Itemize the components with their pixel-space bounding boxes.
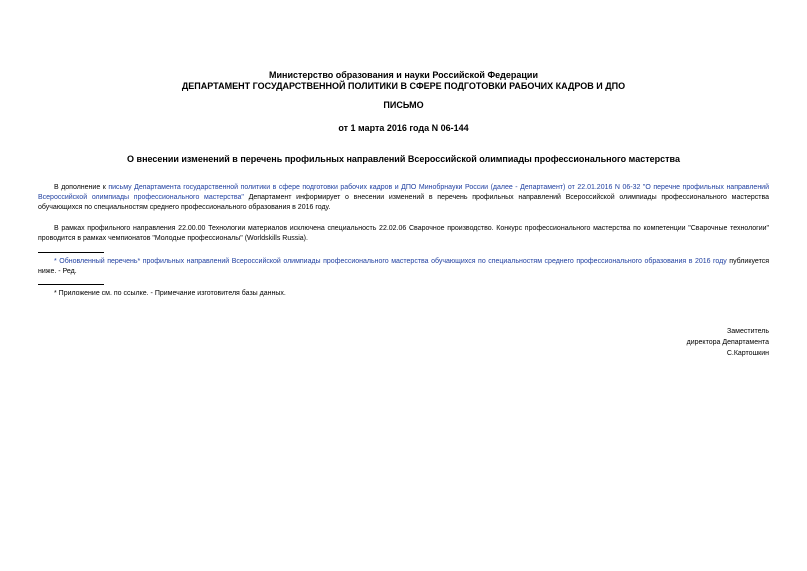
reference-letter-link[interactable]: письму Департамента государственной политики в сфере подготовки рабочих кадров и ДПО Минобрнауки России (далее - Департамент) от 22.01.2016 N 06-32 "О перечне профильных направлений Всероссийской олимпиады профессионального мастерства" — [38, 184, 770, 201]
footnote-2-text: * Приложение см. по ссылке. - Примечание изготовителя базы данных. — [54, 290, 286, 297]
department-name: ДЕПАРТАМЕНТ ГОСУДАРСТВЕННОЙ ПОЛИТИКИ В СФЕРЕ ПОДГОТОВКИ РАБОЧИХ КАДРОВ И ДПО — [181, 81, 626, 91]
document-date-number: от 1 марта 2016 года N 06-144 — [338, 123, 469, 133]
paragraph-2 — [38, 224, 769, 244]
footnote-divider-1 — [38, 252, 104, 253]
document-type: ПИСЬМО — [383, 100, 424, 110]
paragraph-1-prefix: В дополнение к — [54, 184, 109, 191]
paragraph-1 — [38, 183, 769, 213]
footnote-2 — [38, 289, 769, 299]
signature-position: Заместитель — [727, 328, 769, 335]
signature-department: директора Департамента — [686, 339, 769, 346]
paragraph-1-suffix: Департамент информирует о внесении изменений в перечень профильных направлений Всероссийской олимпиады профессионального мастерства обучающихся по специальностям среднего профессионального образования в 2016 году. — [38, 194, 770, 211]
ministry-name: Министерство образования и науки Российской Федерации — [269, 70, 538, 80]
footnote-1-suffix: публикуется ниже. - Ред. — [38, 258, 769, 275]
paragraph-2-text: В рамках профильного направления 22.00.00 Технологии материалов исключена специальность 22.02.06 Сварочное производство. Конкурс профессионального мастерства по компетенции "Сварочные технологии" проводится в рамках чемпионатов "Молодые профессионалы" (Worldskills Russia). — [38, 225, 769, 242]
footnote-1 — [38, 257, 769, 277]
signature-name: С.Картошкин — [726, 350, 769, 357]
updated-list-link[interactable]: * Обновленный перечень* профильных направлений Всероссийской олимпиады профессионального мастерства обучающихся по специальностям среднего профессионального образования в 2016 году — [54, 258, 727, 265]
document-subject: О внесении изменений в перечень профильных направлений Всероссийской олимпиады профессионального мастерства — [127, 154, 680, 164]
footnote-divider-2 — [38, 284, 104, 285]
